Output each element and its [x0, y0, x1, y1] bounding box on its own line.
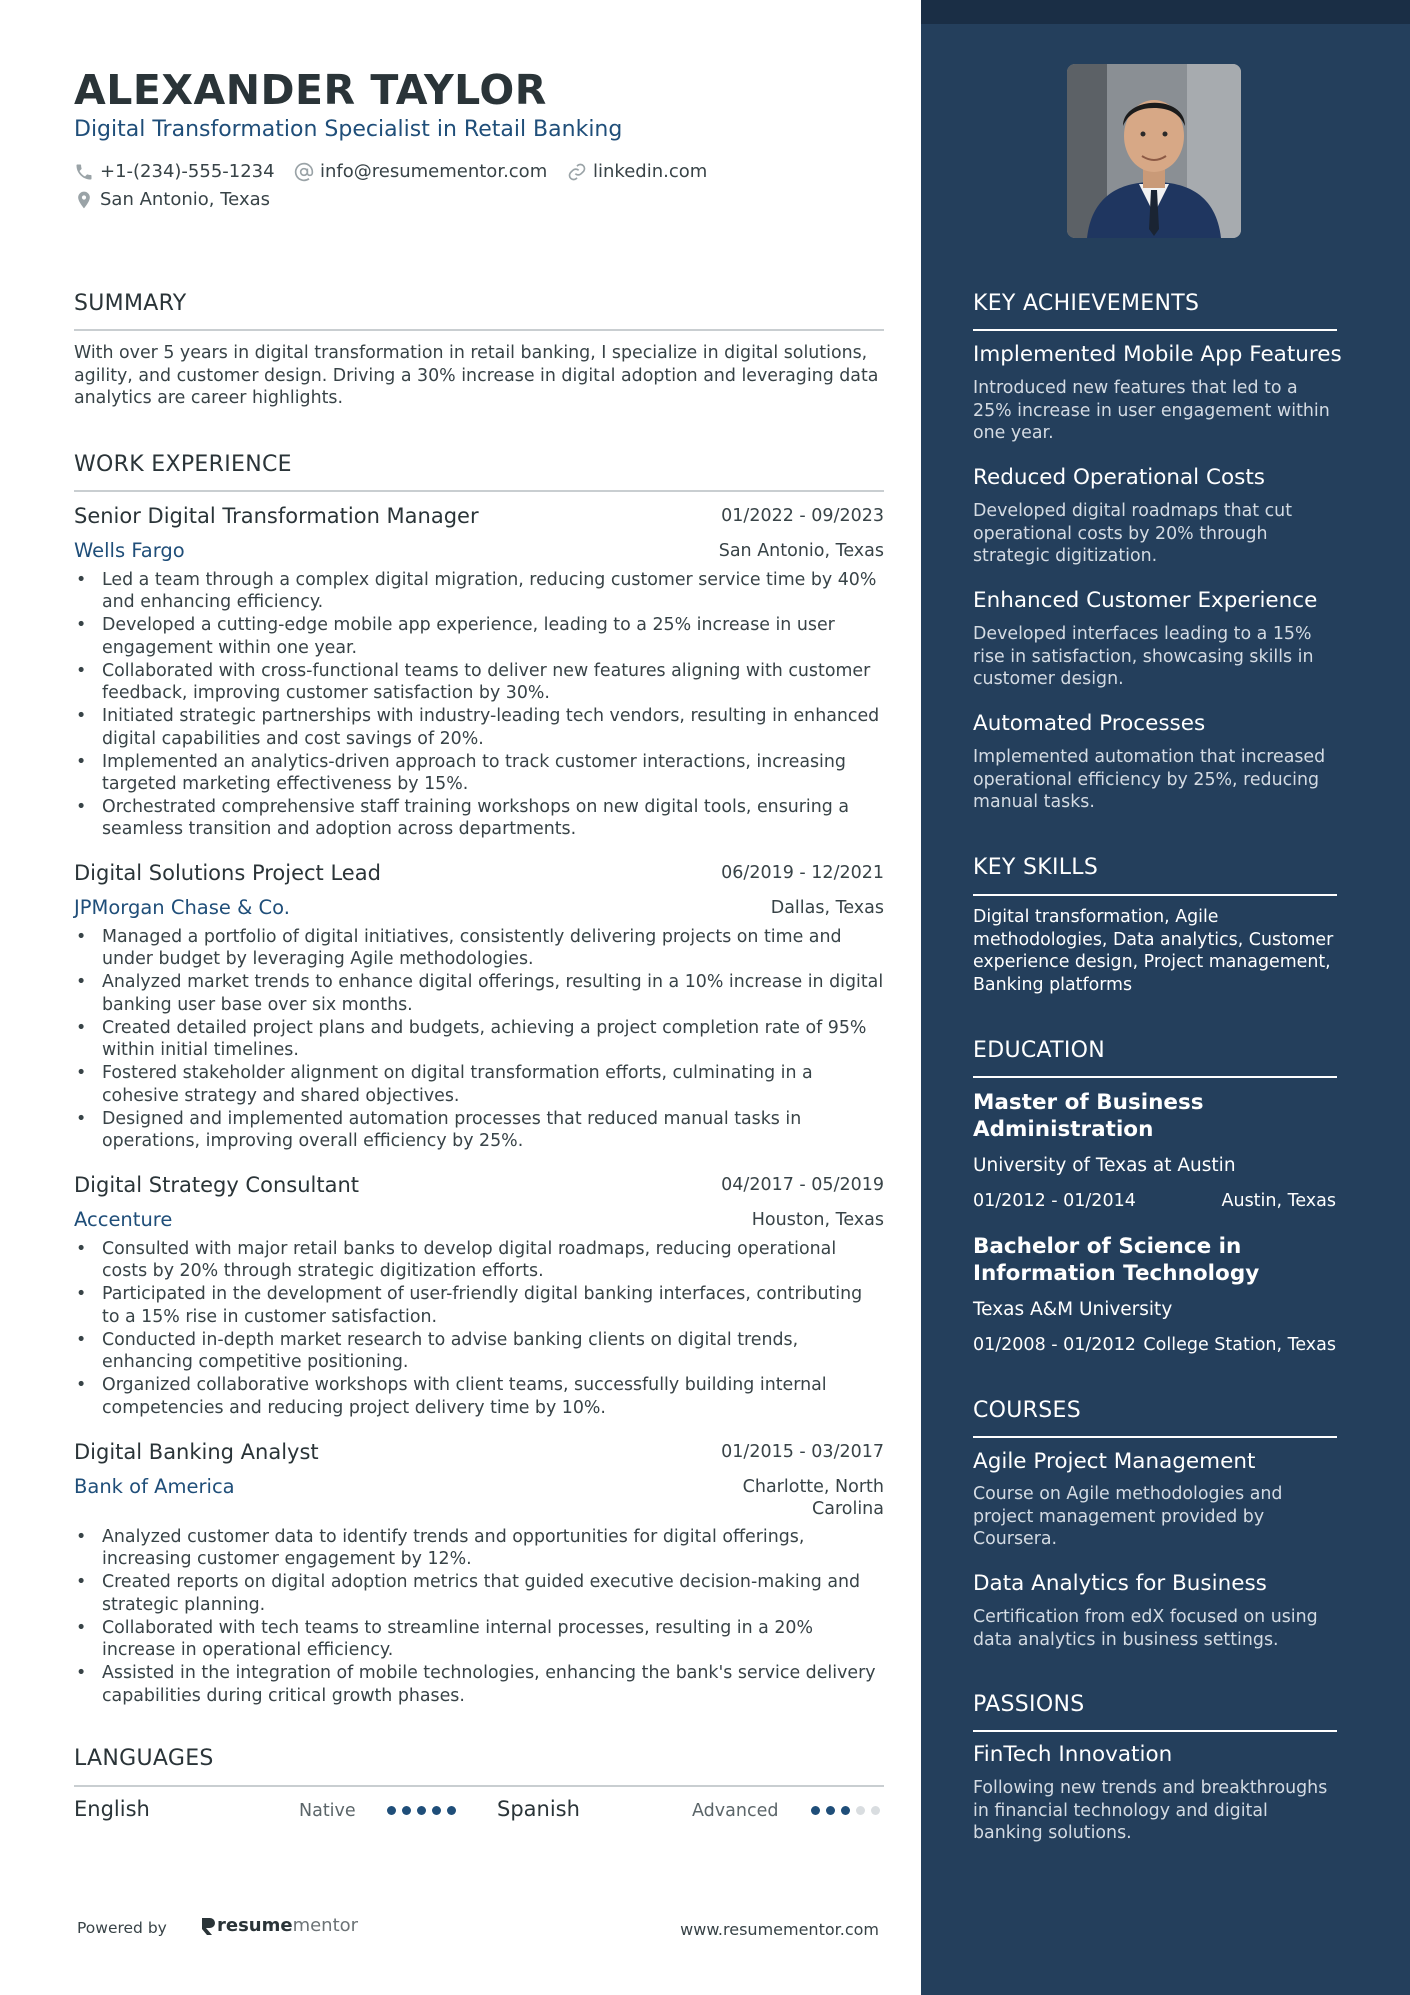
experience-heading: WORK EXPERIENCE: [74, 452, 292, 477]
job-location: Houston, Texas: [751, 1210, 884, 1230]
job-location: [743, 1476, 884, 1520]
job-company: JPMorgan Chase & Co.: [74, 896, 290, 919]
job-bullet: • Created reports on digital adoption metrics that guided executive decision-making and strategic planning.: [74, 1571, 884, 1616]
job-bullet: • Orchestrated comprehensive staff training workshops on new digital tools, ensuring a seamless transition and adoption across departments.: [74, 796, 884, 841]
skills-divider: [973, 894, 1337, 896]
job-company: Wells Fargo: [74, 539, 185, 562]
profile-photo: [1067, 64, 1241, 238]
education-school: Texas A&M University: [973, 1299, 1173, 1320]
job-dates: 01/2015 - 03/2017: [721, 1442, 884, 1462]
brand-bold: resume: [217, 1915, 293, 1936]
at-sign-icon: [294, 162, 314, 182]
job-location-line: Charlotte, North: [742, 1477, 884, 1497]
rating-dot-filled: [432, 1806, 441, 1815]
job-bullet: • Participated in the development of user-friendly digital banking interfaces, contributing to a 15% rise in customer satisfaction.: [74, 1283, 884, 1328]
contact-location: [74, 189, 270, 210]
education-location: Austin, Texas: [1221, 1191, 1336, 1211]
rating-dot-filled: [402, 1806, 411, 1815]
achievement-title: Enhanced Customer Experience: [973, 588, 1318, 613]
language-rating: [387, 1806, 456, 1815]
phone-icon: [74, 162, 94, 182]
job-bullet: • Managed a portfolio of digital initiatives, consistently delivering projects on time and under budget by leveraging Agile methodologies.: [74, 926, 884, 971]
rating-dot-empty: [871, 1806, 880, 1815]
language-name: English: [74, 1797, 150, 1821]
rating-dot-filled: [826, 1806, 835, 1815]
achievement-text: Developed digital roadmaps that cut operational costs by 20% through strategic digitization.: [973, 501, 1293, 566]
passions-heading: PASSIONS: [973, 1692, 1085, 1717]
language-level: Advanced: [692, 1801, 779, 1821]
job-title: Digital Strategy Consultant: [74, 1173, 359, 1197]
job-title: Digital Banking Analyst: [74, 1440, 319, 1464]
contact-email[interactable]: [294, 161, 547, 182]
candidate-headline: Digital Transformation Specialist in Retail Banking: [74, 117, 623, 142]
education-dates: 01/2012 - 01/2014: [973, 1191, 1136, 1211]
resumementor-logo[interactable]: [199, 1915, 358, 1936]
education-divider: [973, 1076, 1337, 1078]
achievements-divider: [973, 329, 1337, 331]
candidate-name: ALEXANDER TAYLOR: [74, 66, 547, 114]
languages-heading: LANGUAGES: [74, 1746, 214, 1771]
language-rating: [811, 1806, 880, 1815]
job-location: Dallas, Texas: [770, 898, 884, 918]
education-location: College Station, Texas: [1143, 1335, 1336, 1355]
education-school: University of Texas at Austin: [973, 1155, 1236, 1176]
job-bullet: • Fostered stakeholder alignment on digital transformation efforts, culminating in a cohesive strategy and shared objectives.: [74, 1062, 884, 1107]
email-text: info@resumementor.com: [320, 161, 548, 182]
job-company: Bank of America: [74, 1475, 235, 1498]
portrait-image: [1067, 64, 1241, 238]
languages-divider: [74, 1785, 884, 1787]
job-bullet: • Consulted with major retail banks to develop digital roadmaps, reducing operational costs by 20% through strategic digitization efforts.: [74, 1238, 884, 1283]
courses-heading: COURSES: [973, 1398, 1081, 1423]
job-title: Senior Digital Transformation Manager: [74, 504, 479, 528]
phone-text: +1-(234)-555-1234: [100, 161, 275, 182]
education-degree: Bachelor of Science in Information Technology: [973, 1234, 1260, 1286]
achievement-text: Introduced new features that led to a 25% increase in user engagement within one year.: [973, 378, 1330, 443]
contact-phone[interactable]: [74, 161, 275, 182]
achievement-title: Reduced Operational Costs: [973, 465, 1265, 490]
rating-dot-filled: [447, 1806, 456, 1815]
language-level: Native: [299, 1801, 356, 1821]
job-bullet: • Led a team through a complex digital migration, reducing customer service time by 40% and enhancing efficiency.: [74, 569, 884, 614]
job-bullet: • Collaborated with tech teams to streamline internal processes, resulting in a 20% increase in operational efficiency.: [74, 1617, 884, 1662]
job-location: San Antonio, Texas: [718, 541, 884, 561]
job-bullet: • Initiated strategic partnerships with industry-leading tech vendors, resulting in enhanced digital capabilities and cost savings of 20%.: [74, 705, 884, 750]
powered-by-label: Powered by: [77, 1919, 167, 1937]
job-bullets: [74, 1238, 884, 1420]
location-pin-icon: [74, 190, 94, 210]
job-dates: 06/2019 - 12/2021: [721, 863, 884, 883]
brand-light: mentor: [292, 1915, 359, 1936]
passion-text: Following new trends and breakthroughs in financial technology and digital banking solutions.: [973, 1778, 1328, 1843]
job-bullet: • Created detailed project plans and budgets, achieving a project completion rate of 95% within initial timelines.: [74, 1017, 884, 1062]
rating-dot-filled: [387, 1806, 396, 1815]
job-bullet: • Implemented an analytics-driven approach to track customer interactions, increasing targeted marketing effectiveness by 15%.: [74, 751, 884, 796]
linkedin-text: linkedin.com: [593, 161, 708, 182]
job-bullet: • Developed a cutting-edge mobile app experience, leading to a 25% increase in user engagement within one year.: [74, 614, 884, 659]
courses-divider: [973, 1436, 1337, 1438]
job-dates: 04/2017 - 05/2019: [721, 1175, 884, 1195]
achievement-text: Implemented automation that increased operational efficiency by 25%, reducing manual tasks.: [973, 747, 1326, 812]
passion-title: FinTech Innovation: [973, 1742, 1173, 1767]
language-name: Spanish: [497, 1797, 580, 1821]
rating-dot-filled: [417, 1806, 426, 1815]
job-bullet: • Analyzed market trends to enhance digital offerings, resulting in a 10% increase in digital banking user base over six months.: [74, 971, 884, 1016]
location-text: San Antonio, Texas: [100, 189, 270, 210]
job-bullet: • Collaborated with cross-functional teams to deliver new features aligning with customer feedback, improving customer satisfaction by 30%.: [74, 660, 884, 705]
achievement-title: Automated Processes: [973, 711, 1206, 736]
summary-divider: [74, 329, 884, 331]
education-dates: 01/2008 - 01/2012: [973, 1335, 1136, 1355]
summary-text: With over 5 years in digital transformation in retail banking, I specialize in digital solutions, agility, and customer design. Driving a 30% increase in digital adoption and leveraging data analytics are career highlights.: [74, 343, 879, 408]
job-bullets: [74, 926, 884, 1153]
link-icon: [567, 162, 587, 182]
job-bullet: • Analyzed customer data to identify trends and opportunities for digital offerings, increasing customer engagement by 12%.: [74, 1526, 884, 1571]
rating-dot-empty: [856, 1806, 865, 1815]
course-title: Data Analytics for Business: [973, 1571, 1267, 1596]
skills-heading: KEY SKILLS: [973, 855, 1099, 880]
course-text: Certification from edX focused on using data analytics in business settings.: [973, 1607, 1318, 1650]
job-company: Accenture: [74, 1208, 173, 1231]
job-bullets: [74, 569, 884, 841]
job-location-line: Carolina: [812, 1499, 884, 1519]
rating-dot-filled: [811, 1806, 820, 1815]
summary-heading: SUMMARY: [74, 291, 187, 316]
achievements-heading: KEY ACHIEVEMENTS: [973, 291, 1200, 316]
achievement-text: Developed interfaces leading to a 15% rise in satisfaction, showcasing skills in customer design.: [973, 624, 1314, 689]
job-bullets: [74, 1526, 884, 1708]
job-title: Digital Solutions Project Lead: [74, 861, 381, 885]
education-degree: Master of Business Administration: [973, 1090, 1204, 1142]
achievement-title: Implemented Mobile App Features: [973, 342, 1342, 367]
education-heading: EDUCATION: [973, 1038, 1106, 1063]
skills-text: Digital transformation, Agile methodologies, Data analytics, Customer experience design, Project management, Banking platforms: [973, 907, 1334, 995]
job-bullet: • Organized collaborative workshops with client teams, successfully building internal competencies and reducing project delivery time by 10%.: [74, 1374, 884, 1419]
footer-url[interactable]: www.resumementor.com: [680, 1920, 879, 1939]
passions-divider: [973, 1730, 1337, 1732]
job-bullet: • Conducted in-depth market research to advise banking clients on digital trends, enhancing competitive positioning.: [74, 1329, 884, 1374]
experience-divider: [74, 490, 884, 492]
course-title: Agile Project Management: [973, 1449, 1256, 1474]
job-bullet: • Assisted in the integration of mobile technologies, enhancing the bank's service delivery capabilities during critical growth phases.: [74, 1662, 884, 1707]
contact-linkedin[interactable]: [567, 161, 707, 182]
job-bullet: • Designed and implemented automation processes that reduced manual tasks in operations, improving overall efficiency by 25%.: [74, 1108, 884, 1153]
course-text: Course on Agile methodologies and project management provided by Coursera.: [973, 1484, 1283, 1549]
rating-dot-filled: [841, 1806, 850, 1815]
job-dates: 01/2022 - 09/2023: [721, 506, 884, 526]
sidebar-top-bar: [921, 0, 1410, 24]
resumementor-logo-icon: [199, 1916, 217, 1936]
